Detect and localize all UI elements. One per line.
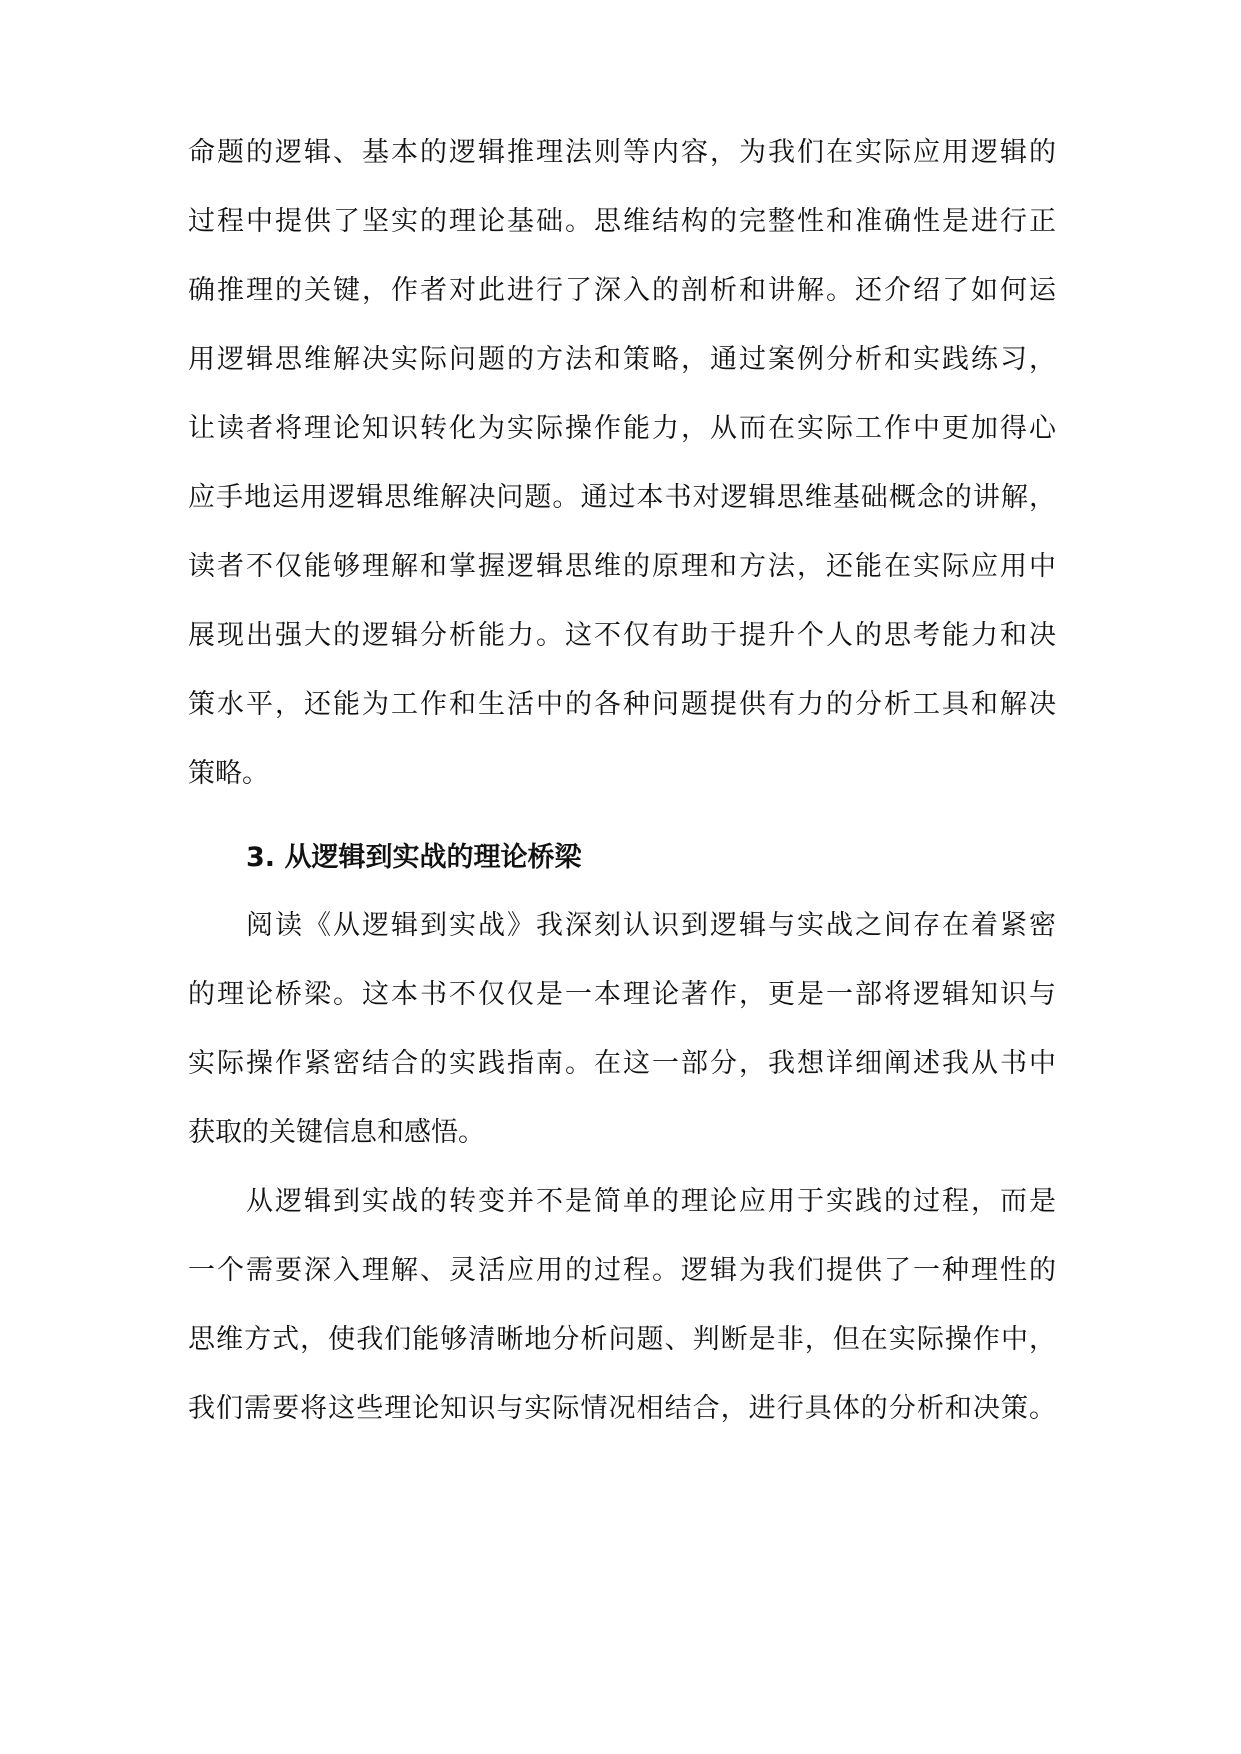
- paragraph3-line-4: 我们需要将这些理论知识与实际情况相结合，进行具体的分析和决策。: [188, 1393, 1056, 1424]
- paragraph1-line-4: 用逻辑思维解决实际问题的方法和策略，通过案例分析和实践练习，: [188, 344, 1056, 375]
- paragraph1-line-3: 确推理的关键，作者对此进行了深入的剖析和讲解。还介绍了如何运: [188, 275, 1056, 306]
- section-3-heading: 3. 从逻辑到实战的理论桥梁: [246, 842, 582, 873]
- paragraph1-line-10: 策略。: [188, 758, 269, 789]
- paragraph2-line-3: 实际操作紧密结合的实践指南。在这一部分，我想详细阐述我从书中: [188, 1048, 1056, 1079]
- paragraph1-line-9: 策水平，还能为工作和生活中的各种问题提供有力的分析工具和解决: [188, 689, 1056, 720]
- paragraph1-line-6: 应手地运用逻辑思维解决问题。通过本书对逻辑思维基础概念的讲解，: [188, 482, 1056, 513]
- paragraph1-line-2: 过程中提供了坚实的理论基础。思维结构的完整性和准确性是进行正: [188, 206, 1056, 237]
- paragraph3-line-1: 从逻辑到实战的转变并不是简单的理论应用于实践的过程，而是: [246, 1186, 1056, 1217]
- paragraph2-line-2: 的理论桥梁。这本书不仅仅是一本理论著作，更是一部将逻辑知识与: [188, 979, 1056, 1010]
- paragraph3-line-2: 一个需要深入理解、灵活应用的过程。逻辑为我们提供了一种理性的: [188, 1255, 1056, 1286]
- paragraph1-line-8: 展现出强大的逻辑分析能力。这不仅有助于提升个人的思考能力和决: [188, 620, 1056, 651]
- paragraph2-line-4: 获取的关键信息和感悟。: [188, 1117, 485, 1148]
- paragraph2-line-1: 阅读《从逻辑到实战》我深刻认识到逻辑与实战之间存在着紧密: [246, 910, 1056, 941]
- paragraph1-line-5: 让读者将理论知识转化为实际操作能力，从而在实际工作中更加得心: [188, 413, 1056, 444]
- paragraph3-line-3: 思维方式，使我们能够清晰地分析问题、判断是非，但在实际操作中，: [188, 1324, 1056, 1355]
- paragraph1-line-1: 命题的逻辑、基本的逻辑推理法则等内容，为我们在实际应用逻辑的: [188, 137, 1056, 168]
- paragraph1-line-7: 读者不仅能够理解和掌握逻辑思维的原理和方法，还能在实际应用中: [188, 551, 1056, 582]
